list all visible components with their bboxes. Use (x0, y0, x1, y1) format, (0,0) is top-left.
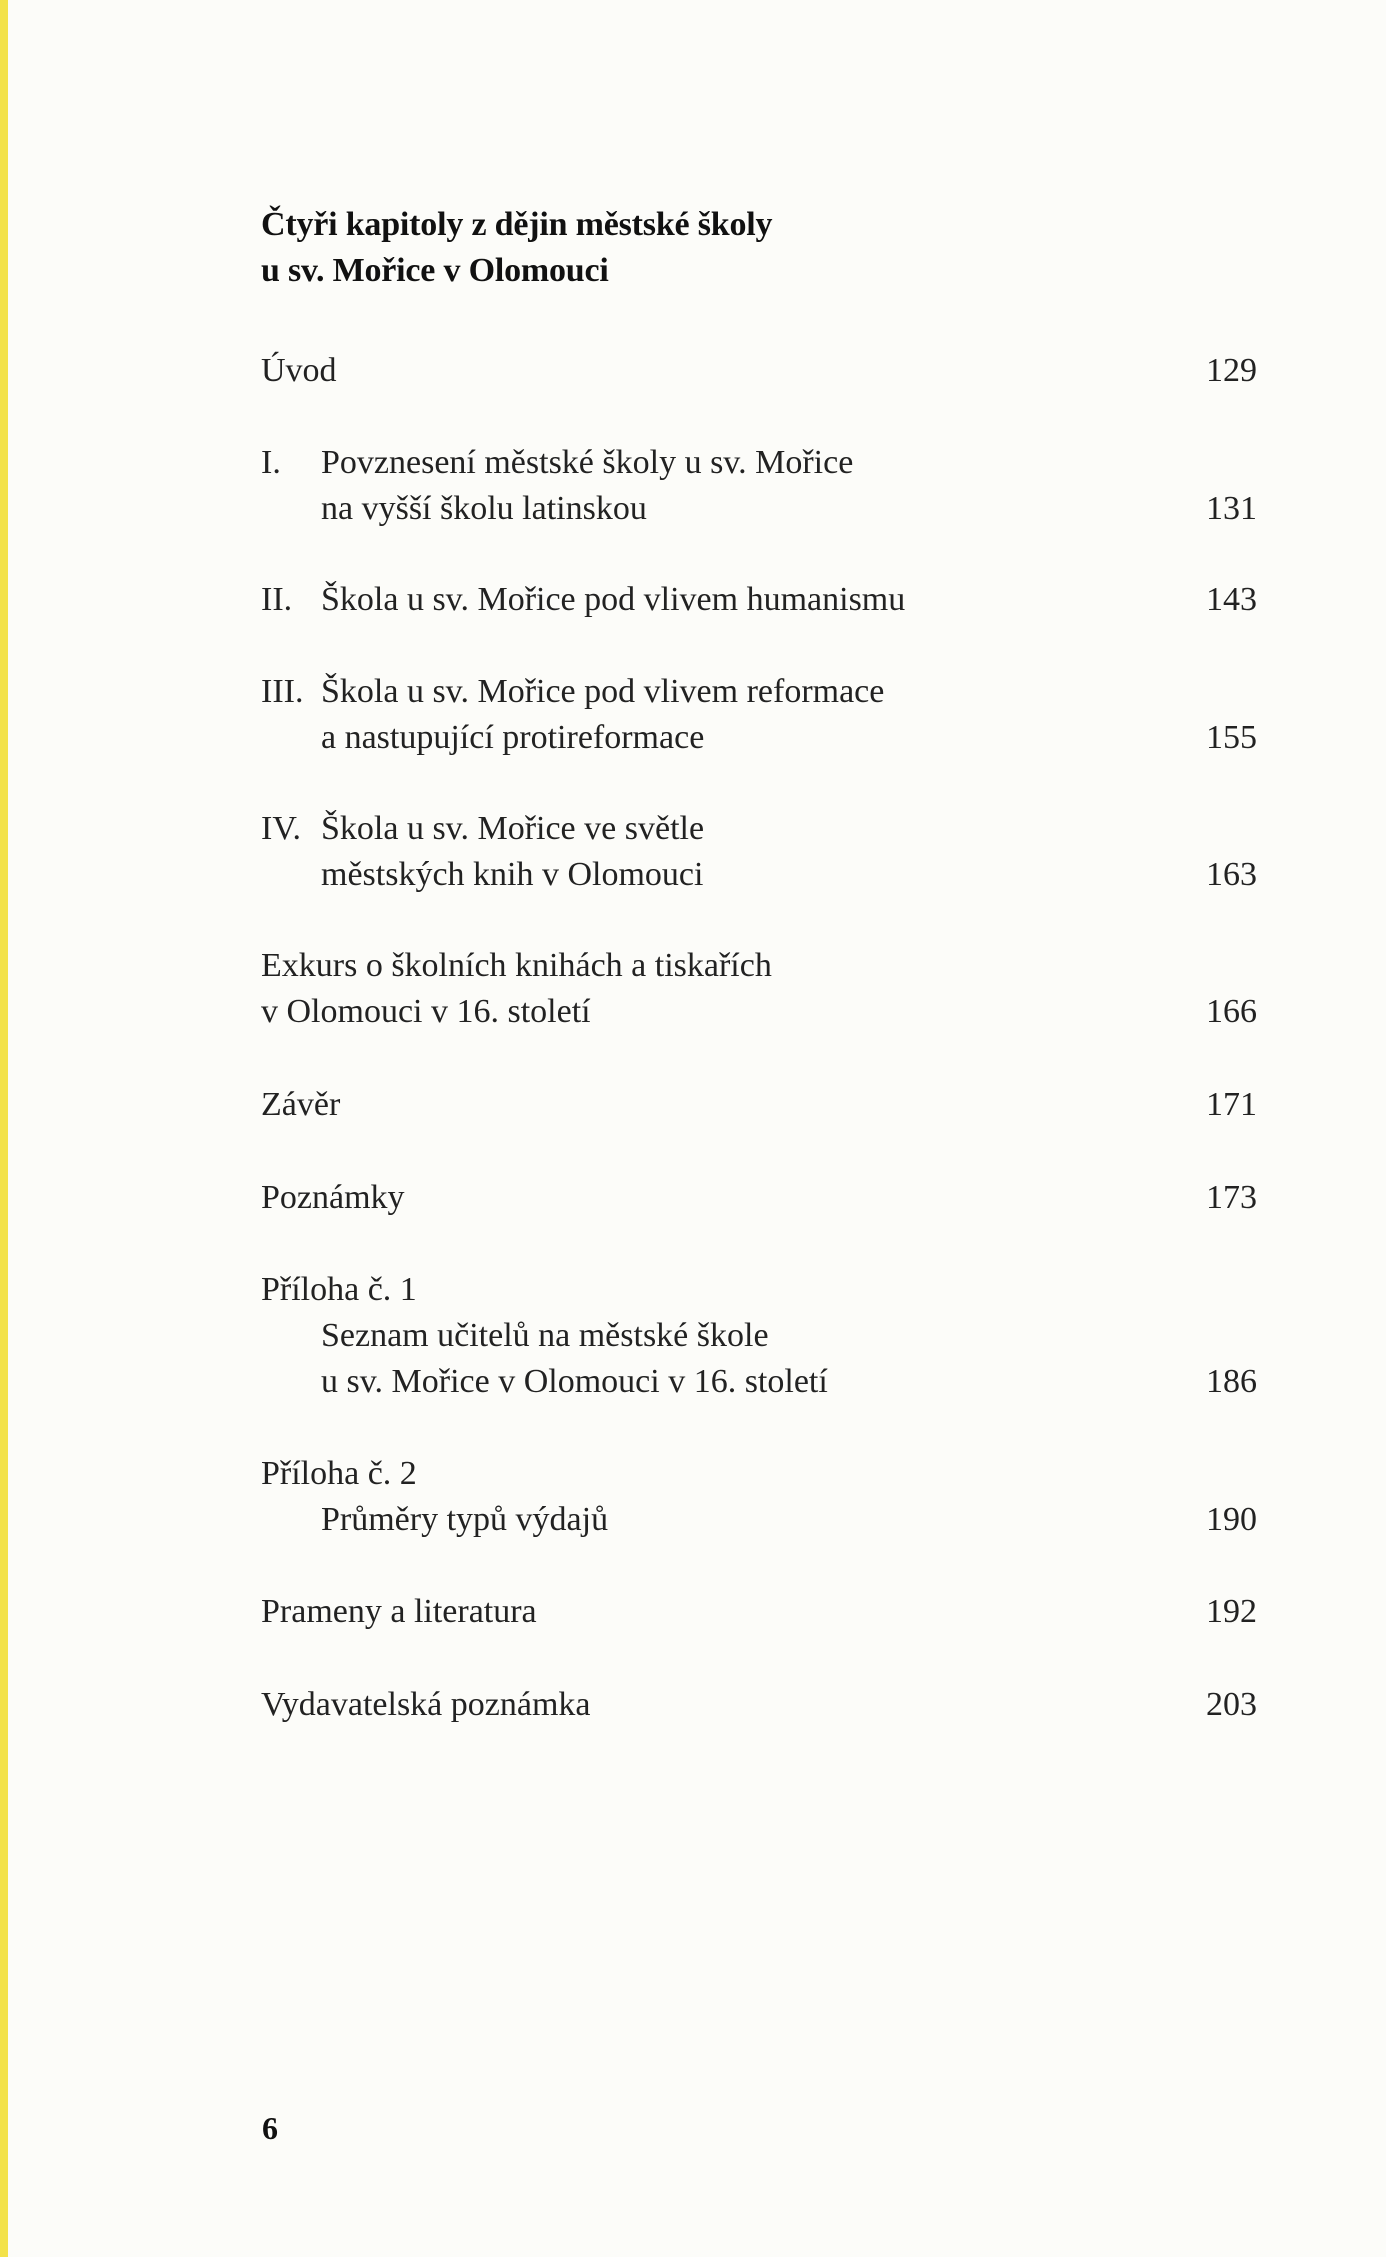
toc-entry-priloha-2 (261, 1451, 1257, 1543)
toc-line (261, 486, 1257, 532)
toc-entry-chapter-1 (261, 440, 1257, 532)
toc-line (261, 1359, 1257, 1405)
toc-text: Vydavatelská poznámka (261, 1686, 591, 1723)
toc-line (261, 1313, 1257, 1359)
page-title-line-1: Čtyři kapitoly z dějin městské školy (261, 206, 773, 243)
toc-text: Škola u sv. Mořice ve světle (321, 810, 705, 847)
toc-page-number: 190 (1206, 1501, 1257, 1538)
toc-entry-chapter-2 (261, 577, 1257, 623)
toc-chapter-numeral: II. (261, 581, 293, 618)
toc-page-number: 203 (1206, 1686, 1257, 1723)
toc-text: Průměry typů výdajů (321, 1501, 609, 1538)
toc-text: u sv. Mořice v Olomouci v 16. století (321, 1363, 828, 1400)
toc-text: v Olomouci v 16. století (261, 993, 591, 1030)
toc-text: Škola u sv. Mořice pod vlivem reformace (321, 673, 885, 710)
toc-page-number: 163 (1206, 856, 1257, 893)
toc-line (261, 1682, 1257, 1728)
toc-entry-zaver (261, 1082, 1257, 1128)
toc-line (261, 852, 1257, 898)
toc-line (261, 1451, 1257, 1497)
toc-line (261, 943, 1257, 989)
toc-text: Prameny a literatura (261, 1593, 537, 1630)
toc-page-number: 173 (1206, 1179, 1257, 1216)
toc-text: Povznesení městské školy u sv. Mořice (321, 444, 854, 481)
toc-entry-poznamky (261, 1175, 1257, 1221)
toc-text: Úvod (261, 352, 337, 389)
toc-page-number: 192 (1206, 1593, 1257, 1630)
toc-line (261, 669, 1257, 715)
toc-page-number: 171 (1206, 1086, 1257, 1123)
toc-text: Příloha č. 2 (261, 1455, 417, 1492)
toc-chapter-numeral: III. (261, 673, 304, 710)
toc-line (261, 440, 1257, 486)
toc-line (261, 1589, 1257, 1635)
toc-line (261, 989, 1257, 1035)
toc-line (261, 1267, 1257, 1313)
toc-entry-exkurs (261, 943, 1257, 1035)
toc-line (261, 1175, 1257, 1221)
toc-entry-uvod (261, 348, 1257, 394)
page-title (261, 202, 772, 294)
toc-text: na vyšší školu latinskou (321, 490, 647, 527)
toc-entry-chapter-4 (261, 806, 1257, 898)
toc-text: a nastupující protireformace (321, 719, 705, 756)
toc-entry-vydavatelska-poznamka (261, 1682, 1257, 1728)
page-edge-strip (0, 0, 8, 2257)
toc-text: Závěr (261, 1086, 341, 1123)
toc-text: Seznam učitelů na městské škole (321, 1317, 769, 1354)
toc-page-number: 186 (1206, 1363, 1257, 1400)
toc-chapter-numeral: I. (261, 444, 281, 481)
toc-entry-prameny (261, 1589, 1257, 1635)
toc-line (261, 348, 1257, 394)
toc-line (261, 715, 1257, 761)
toc-page-number: 143 (1206, 581, 1257, 618)
toc-chapter-numeral: IV. (261, 810, 301, 847)
toc-line (261, 1082, 1257, 1128)
page-title-line-2: u sv. Mořice v Olomouci (261, 252, 609, 289)
toc-entry-priloha-1 (261, 1267, 1257, 1405)
toc-text: Exkurs o školních knihách a tiskařích (261, 947, 772, 984)
toc-page-number: 155 (1206, 719, 1257, 756)
toc-page-number: 166 (1206, 993, 1257, 1030)
toc-text: Škola u sv. Mořice pod vlivem humanismu (321, 581, 906, 618)
toc-text: Příloha č. 1 (261, 1271, 417, 1308)
toc-page-number: 131 (1206, 490, 1257, 527)
page-number: 6 (262, 2110, 278, 2146)
toc-line (261, 1497, 1257, 1543)
toc-text: městských knih v Olomouci (321, 856, 704, 893)
toc-page-number: 129 (1206, 352, 1257, 389)
toc-text: Poznámky (261, 1179, 405, 1216)
toc-line (261, 806, 1257, 852)
toc-line (261, 577, 1257, 623)
toc-entry-chapter-3 (261, 669, 1257, 761)
